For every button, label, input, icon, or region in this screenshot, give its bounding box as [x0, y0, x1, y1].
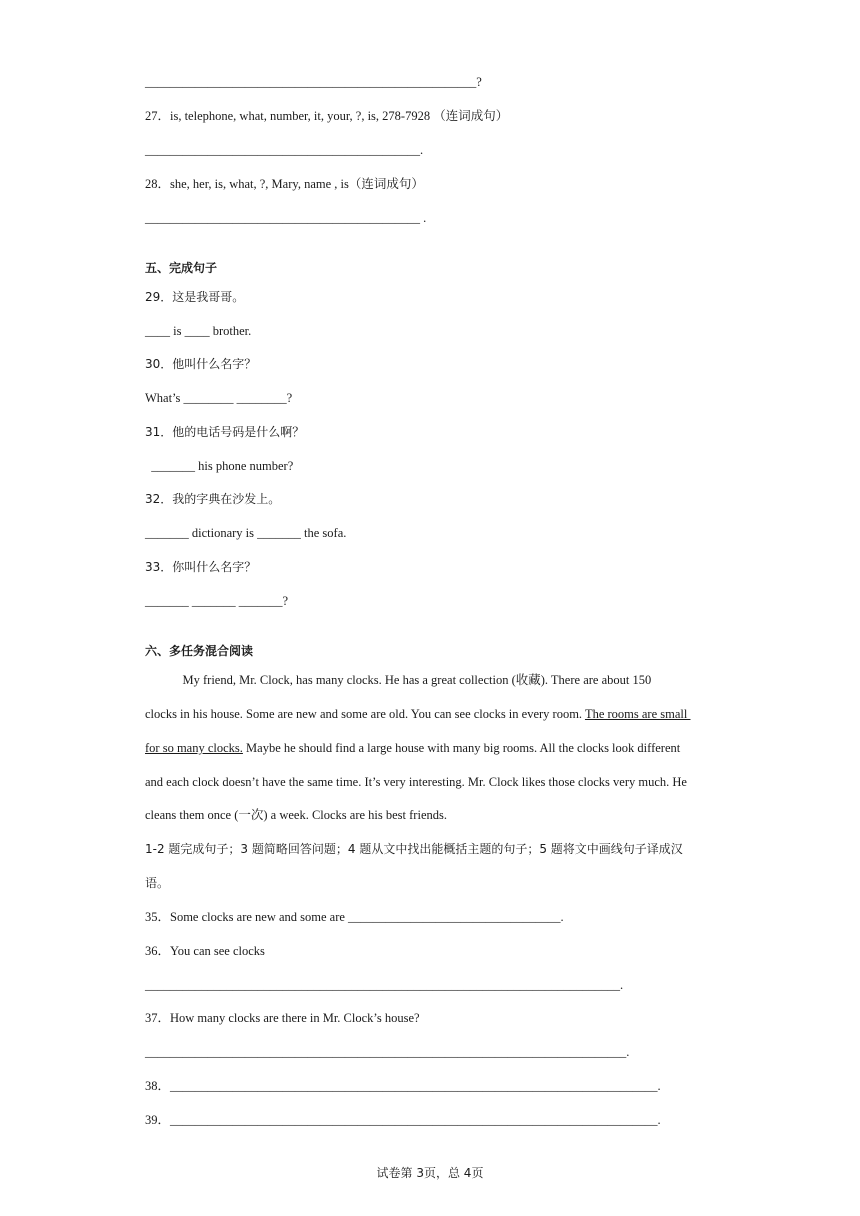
- question-28: 28．she, her, is, what, ?, Mary, name , is（连词成句）: [145, 177, 424, 191]
- section-6-heading: 六、多任务混合阅读: [145, 644, 254, 658]
- answer-line-36: ____________________________________________________________________________.: [145, 978, 624, 992]
- question-29: 29．这是我哥哥。: [145, 290, 245, 304]
- passage-line-5: cleans them once (一次) a week. Clocks are his best friends.: [145, 808, 447, 822]
- passage-text: clocks in his house. Some are new and some are old. You can see clocks in every room.: [145, 707, 585, 721]
- answer-line-33: _______ _______ _______?: [145, 594, 289, 608]
- question-39: 39．______________________________________________________________________________.: [145, 1113, 661, 1127]
- question-30: 30．他叫什么名字？: [145, 357, 257, 371]
- page-footer: 试卷第 3页，总 4页: [376, 1166, 484, 1180]
- passage-line-3: [145, 740, 680, 756]
- answer-line-27: ____________________________________________.: [145, 143, 424, 157]
- instructions-line-2: 语。: [145, 876, 170, 890]
- passage-line-1: My friend, Mr. Clock, has many clocks. He has a great collection (收藏). There are about 150: [145, 673, 652, 687]
- answer-line-37: _____________________________________________________________________________.: [145, 1045, 630, 1059]
- answer-line-32: _______ dictionary is _______ the sofa.: [145, 526, 347, 540]
- question-37: 37．How many clocks are there in Mr. Clock’s house?: [145, 1011, 420, 1025]
- answer-line-31: _______ his phone number?: [145, 459, 294, 473]
- question-32: 32．我的字典在沙发上。: [145, 492, 281, 506]
- question-33: 33．你叫什么名字？: [145, 560, 257, 574]
- question-38: 38．______________________________________________________________________________.: [145, 1079, 661, 1093]
- answer-line-29: ____ is ____ brother.: [145, 324, 252, 338]
- answer-line-30: What’s ________ ________?: [145, 391, 293, 405]
- question-27: 27．is, telephone, what, number, it, your, ?, is, 278-7928 （连词成句）: [145, 109, 509, 123]
- passage-line-4: and each clock doesn’t have the same time. It’s very interesting. Mr. Clock likes those clocks very much. He: [145, 775, 687, 789]
- question-36: 36．You can see clocks: [145, 944, 265, 958]
- passage-text: Maybe he should find a large house with many big rooms. All the clocks look different: [242, 741, 681, 755]
- section-5-heading: 五、完成句子: [145, 261, 218, 275]
- underlined-sentence-part-1: The rooms are small: [584, 707, 691, 721]
- answer-line-26: _____________________________________________________?: [145, 75, 482, 89]
- question-35: 35．Some clocks are new and some are __________________________________.: [145, 910, 564, 924]
- answer-line-28: ____________________________________________ .: [145, 211, 427, 225]
- underlined-sentence-part-2: for so many clocks.: [145, 741, 243, 755]
- instructions-line-1: 1-2 题完成句子；3 题简略回答问题；4 题从文中找出能概括主题的句子；5 题将文中画线句子译成汉: [145, 842, 683, 856]
- passage-line-2: [145, 706, 690, 722]
- question-31: 31．他的电话号码是什么啊？: [145, 425, 305, 439]
